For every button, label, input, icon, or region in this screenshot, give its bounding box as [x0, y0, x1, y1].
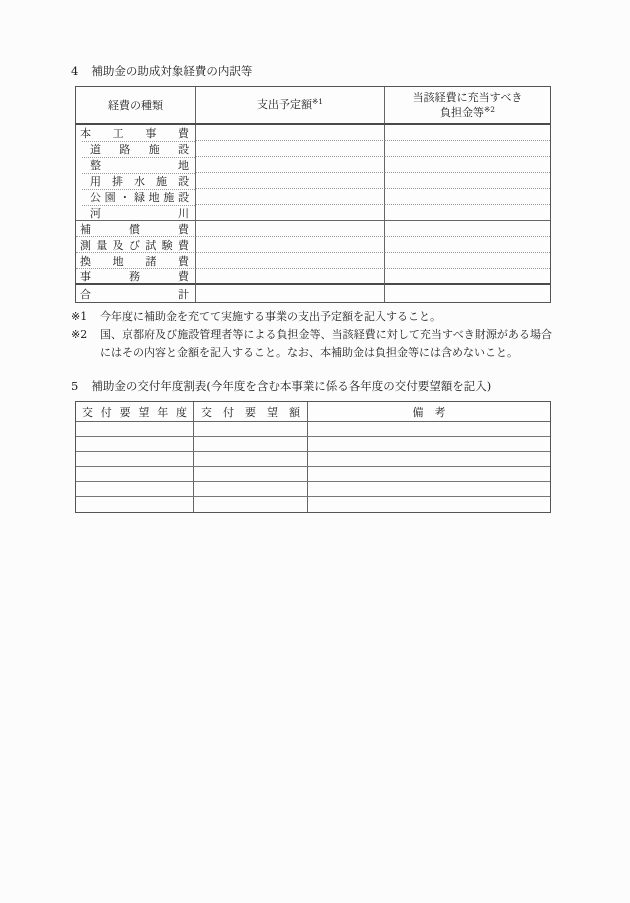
remarks-cell [308, 452, 550, 467]
request-amount-cell [194, 422, 308, 437]
expense-label-cell [76, 141, 196, 157]
burden-amount-cell [385, 141, 550, 157]
planned-expenditure-header-label: 支出予定額$^{※1}$ [256, 97, 324, 111]
footnote-1-text: 今年度に補助金を充てて実施する事業の支出予定額を記入すること。 [100, 310, 441, 323]
remarks-header-cell [308, 402, 550, 421]
burden-amount-cell [385, 189, 550, 205]
section-4-heading [71, 64, 552, 79]
expense-label: 整 地 [90, 159, 189, 172]
expense-label: 換 地 諸 費 [80, 254, 189, 268]
expense-label: 補 償 費 [80, 222, 189, 236]
request-year-cell [76, 437, 194, 452]
burden-amount-cell [385, 205, 550, 221]
footnote-2-ref: ※2 [483, 104, 496, 114]
footnote-1-marker: ※1 [71, 310, 88, 323]
planned-expenditure-cell [196, 173, 385, 189]
remarks-cell [308, 467, 550, 482]
footnote-2 [71, 326, 552, 362]
expense-label: 用 排 水 施 設 [90, 175, 189, 188]
expense-label: 事 務 費 [80, 270, 189, 283]
expense-label: 本 工 事 費 [80, 127, 189, 140]
section-5-title: 補助金の交付年度割表(今年度を含む本事業に係る各年度の交付要望額を記入) [91, 379, 492, 393]
remarks-cell [308, 422, 550, 437]
expense-row [76, 125, 550, 141]
schedule-row [76, 422, 550, 437]
footnote-2-text: 国、京都府及び施設管理者等による負担金等、当該経費に対して充当すべき財源がある場合にはその内容と金額を記入すること。なお、本補助金は負担金等には含めないこと。 [100, 328, 552, 359]
planned-expenditure-cell [196, 141, 385, 157]
burden-amount-cell [385, 237, 550, 253]
remarks-cell [308, 497, 550, 512]
planned-expenditure-cell [196, 125, 385, 141]
expense-row [76, 189, 550, 205]
section-4-title: 補助金の助成対象経費の内訳等 [91, 64, 253, 78]
expense-label-cell [76, 237, 196, 253]
burden-amount-cell [385, 157, 550, 173]
schedule-row [76, 497, 550, 512]
expense-label: 合 計 [80, 287, 189, 301]
expense-type-header-cell [76, 87, 196, 123]
request-year-cell [76, 482, 194, 497]
request-amount-header-label: 交 付 要 望 額 [201, 405, 300, 419]
schedule-row [76, 482, 550, 497]
burden-amount-cell [385, 173, 550, 189]
expense-label-cell [76, 157, 196, 173]
expense-label-cell [76, 269, 196, 285]
expense-row [76, 205, 550, 221]
expense-label: 道 路 施 設 [90, 143, 189, 156]
planned-expenditure-cell [196, 237, 385, 253]
planned-expenditure-cell [196, 205, 385, 221]
expense-label-cell [76, 189, 196, 205]
footnote-2-marker: ※2 [71, 328, 88, 341]
schedule-row [76, 452, 550, 467]
request-amount-cell [194, 452, 308, 467]
remarks-header-label: 備 考 [412, 405, 446, 419]
expense-table [75, 86, 551, 303]
schedule-table [75, 401, 551, 513]
planned-expenditure-cell [196, 269, 385, 285]
burden-amount-cell [385, 125, 550, 141]
request-year-header-cell [76, 402, 194, 421]
footnote-1-ref: ※1 [311, 97, 324, 106]
section-5-heading [71, 379, 552, 394]
expense-label-cell [76, 125, 196, 141]
expense-label: 測 量 及 び 試 験 費 [80, 238, 189, 252]
burden-amount-cell [385, 253, 550, 269]
footnote-1 [71, 308, 552, 326]
planned-expenditure-cell [196, 285, 385, 302]
expense-label-cell [76, 173, 196, 189]
expense-label: 河 川 [90, 206, 189, 220]
planned-expenditure-header-cell [196, 87, 385, 123]
burden-amount-cell [385, 221, 550, 237]
planned-expenditure-cell [196, 221, 385, 237]
request-amount-cell [194, 437, 308, 452]
footnotes [71, 308, 552, 362]
expense-row [76, 141, 550, 157]
document-content [71, 64, 552, 513]
expense-table-body [76, 125, 550, 302]
planned-expenditure-cell [196, 189, 385, 205]
remarks-cell [308, 482, 550, 497]
request-year-header-label: 交 付 要 望 年 度 [82, 405, 187, 419]
burden-header-line2: 負担金等$^{※2}$ [439, 104, 496, 119]
expense-label: 公 園 ・ 緑 地 施 設 [90, 191, 189, 204]
expense-row [76, 269, 550, 285]
expense-row [76, 237, 550, 253]
request-year-cell [76, 467, 194, 482]
burden-header-line1: 当該経費に充当すべき [412, 90, 523, 104]
expense-row [76, 157, 550, 173]
request-year-cell [76, 497, 194, 512]
expense-label-cell [76, 221, 196, 237]
request-amount-cell [194, 482, 308, 497]
planned-expenditure-cell [196, 157, 385, 173]
section-5-number: 5 [71, 379, 79, 393]
planned-expenditure-cell [196, 253, 385, 269]
request-amount-cell [194, 467, 308, 482]
schedule-row [76, 467, 550, 482]
expense-row [76, 253, 550, 269]
section-4-number: 4 [71, 64, 79, 78]
expense-table-header [76, 87, 550, 125]
expense-row [76, 173, 550, 189]
request-amount-cell [194, 497, 308, 512]
schedule-table-header [76, 402, 550, 422]
schedule-row [76, 437, 550, 452]
request-year-cell [76, 422, 194, 437]
remarks-cell [308, 437, 550, 452]
schedule-table-body [76, 422, 550, 512]
expense-type-header-label: 経費の種類 [108, 98, 163, 112]
request-amount-header-cell [194, 402, 308, 421]
expense-total-row [76, 285, 550, 302]
expense-row [76, 221, 550, 237]
request-year-cell [76, 452, 194, 467]
burden-header-cell [385, 87, 550, 123]
expense-label-cell [76, 205, 196, 221]
expense-label-cell [76, 285, 196, 302]
burden-amount-cell [385, 269, 550, 285]
expense-label-cell [76, 253, 196, 269]
burden-amount-cell [385, 285, 550, 302]
